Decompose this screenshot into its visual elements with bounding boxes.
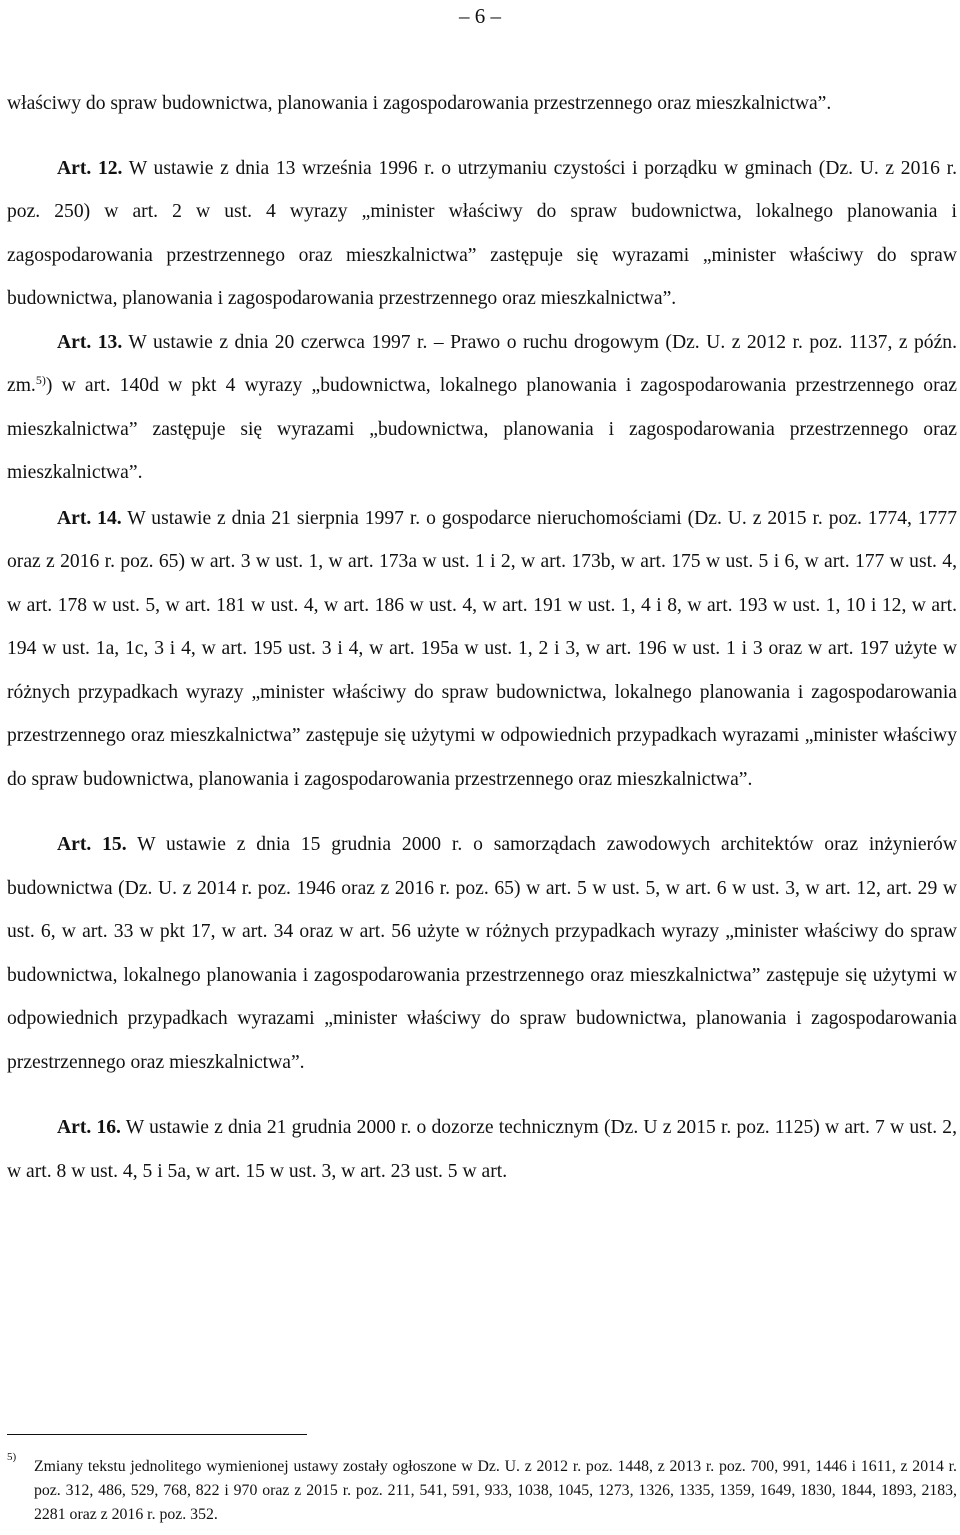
article-13-text-after: ) w art. 140d w pkt 4 wyrazy „budownictwa, lokalnego planowania i zagospodarowania przestrzennego oraz mieszkalnictwa” zastępuje się wyrazami „budownictwa, planowania i zagospodarowania przestrzennego oraz mieszkalnictwa”. [7,375,957,483]
article-14-label: Art. 14. [57,507,122,529]
document-body [7,82,957,1193]
article-12 [7,147,957,321]
article-14 [7,497,957,802]
article-12-label: Art. 12. [57,157,123,179]
footnote-separator [7,1434,307,1435]
footnote-text: Zmiany tekstu jednolitego wymienionej ustawy zostały ogłoszone w Dz. U. z 2012 r. poz. 1448, z 2013 r. poz. 700, 991, 1446 i 1611, z 2014 r. poz. 312, 486, 529, 768, 822 i 970 oraz z 2015 r. poz. 211, 541, 591, 933, 1038, 1045, 1273, 1326, 1335, 1359, 1649, 1830, 1844, 1893, 2183, 2281 oraz z 2016 r. poz. 352. [34,1458,957,1523]
page-number: – 6 – [459,4,501,28]
footnote-mark: 5) [7,1451,17,1463]
article-13-label: Art. 13. [57,331,123,353]
article-14-text: W ustawie z dnia 21 sierpnia 1997 r. o gospodarce nieruchomościami (Dz. U. z 2015 r. poz. 1774, 1777 oraz z 2016 r. poz. 65) w art. 3 w ust. 1, w art. 173a w ust. 1 i 2, w art. 173b, w art. 175 w ust. 5 i 6, w art. 177 w ust. 4, w art. 178 w ust. 5, w art. 181 w ust. 4, w art. 186 w ust. 4, w art. 191 w ust. 1, 4 i 8, w art. 193 w ust. 1, 10 i 12, w art. 194 w ust. 1a, 1c, 3 i 4, w art. 195 ust. 3 i 4, w art. 195a w ust. 1, 2 i 3, w art. 196 w ust. 1 i 3 oraz w art. 197 użyte w różnych przypadkach wyrazy „minister właściwy do spraw budownictwa, lokalnego planowania i zagospodarowania przestrzennego oraz mieszkalnictwa” zastępuje się użytymi w odpowiednich przypadkach wyrazami „minister właściwy do spraw budownictwa, planowania i zagospodarowania przestrzennego oraz mieszkalnictwa”. [7,507,957,790]
article-16 [7,1106,957,1193]
article-15 [7,823,957,1084]
article-13-text-before: W ustawie z dnia 20 czerwca 1997 r. – Prawo o ruchu drogowym (Dz. U. z 2012 r. poz. 1137, z późn. zm. [7,331,957,396]
footnote-reference: 5) [35,373,46,387]
article-15-text: W ustawie z dnia 15 grudnia 2000 r. o samorządach zawodowych architektów oraz inżynierów budownictwa (Dz. U. z 2014 r. poz. 1946 oraz z 2016 r. poz. 65) w art. 5 w ust. 5, w art. 6 w ust. 3, w art. 12, art. 29 w ust. 6, w art. 33 w pkt 17, w art. 34 oraz w art. 56 użyte w różnych przypadkach wyrazy „minister właściwy do spraw budownictwa, lokalnego planowania i zagospodarowania przestrzennego oraz mieszkalnictwa” zastępuje się użytymi w odpowiednich przypadkach wyrazami „minister właściwy do spraw budownictwa, planowania i zagospodarowania przestrzennego oraz mieszkalnictwa”. [7,834,957,1073]
article-13 [7,321,957,495]
footnote [7,1451,957,1527]
continuation-paragraph: właściwy do spraw budownictwa, planowania i zagospodarowania przestrzennego oraz mieszkalnictwa”. [7,93,832,114]
article-16-label: Art. 16. [57,1117,121,1138]
article-12-text: W ustawie z dnia 13 września 1996 r. o utrzymaniu czystości i porządku w gminach (Dz. U. z 2016 r. poz. 250) w art. 2 w ust. 4 wyrazy „minister właściwy do spraw budownictwa, lokalnego planowania i zagospodarowania przestrzennego oraz mieszkalnictwa” zastępuje się wyrazami „minister właściwy do spraw budownictwa, planowania i zagospodarowania przestrzennego oraz mieszkalnictwa”. [7,157,957,309]
article-15-label: Art. 15. [57,834,127,855]
article-16-text: W ustawie z dnia 21 grudnia 2000 r. o dozorze technicznym (Dz. U z 2015 r. poz. 1125) w art. 7 w ust. 2, w art. 8 w ust. 4, 5 i 5a, w art. 15 w ust. 3, w art. 23 ust. 5 w art. [7,1117,957,1182]
